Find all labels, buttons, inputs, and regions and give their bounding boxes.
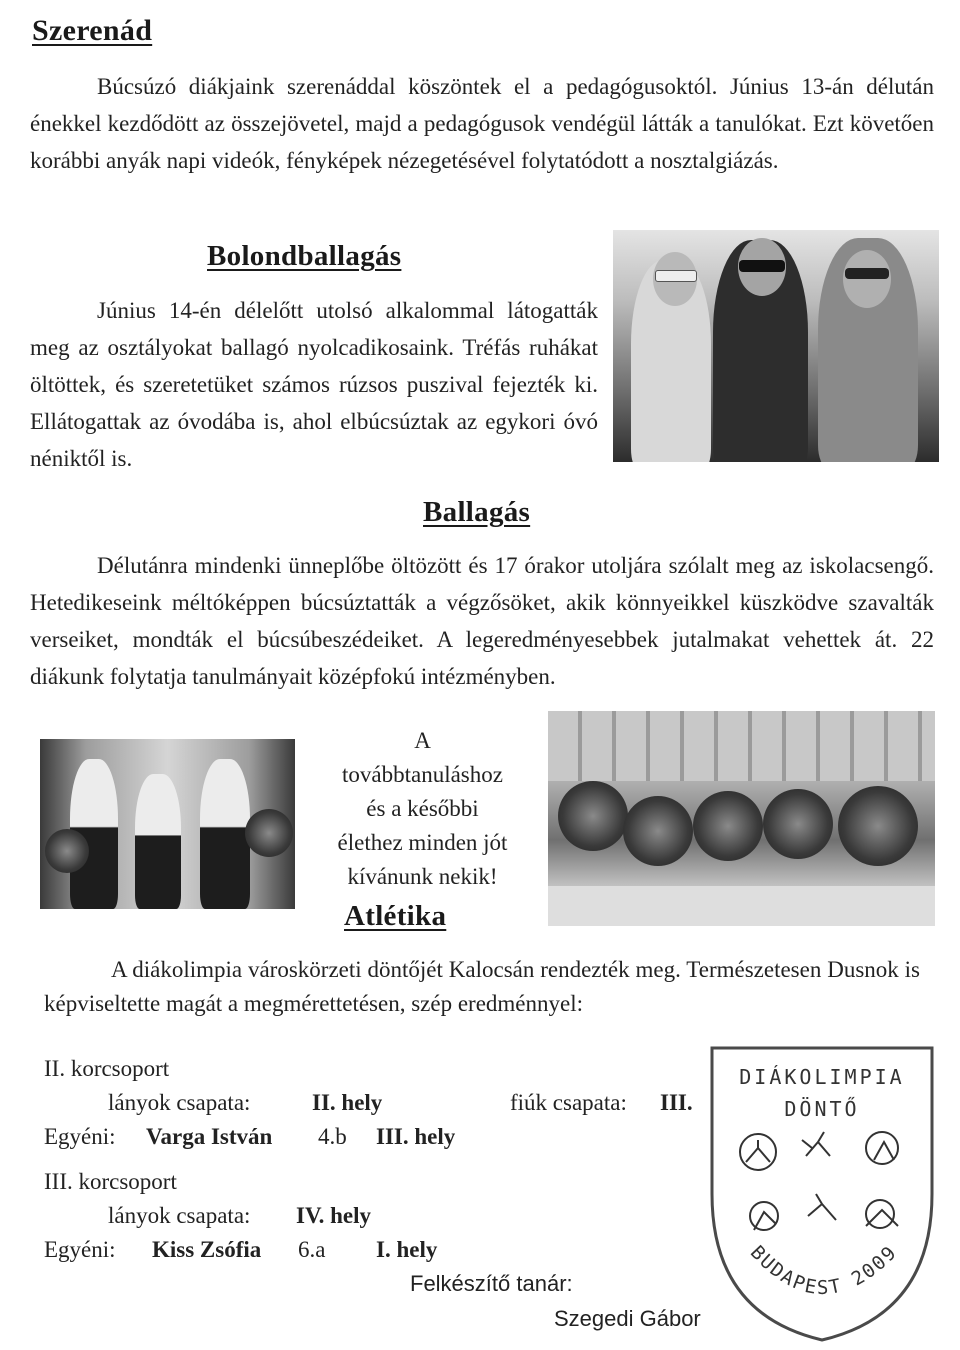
group3-girls-label: lányok csapata:: [108, 1203, 251, 1228]
ballagas-photo-left: [40, 739, 295, 909]
group2-individual-class: 4.b: [318, 1124, 347, 1149]
pavement: [548, 886, 935, 926]
group3-individual-class: 6.a: [298, 1237, 326, 1262]
atletika-text: A diákolimpia városkörzeti döntőjét Kalocsán rendezték meg. Természetesen Dusnok is képviseltette magát a megmérettetésen, szép eredménnyel:: [44, 957, 920, 1016]
group3-individual-label: Egyéni:: [44, 1237, 116, 1262]
group2-boys-label: fiúk csapata:: [510, 1090, 627, 1115]
wish-line: élethez minden jót: [337, 830, 508, 855]
logo-svg: [706, 1044, 938, 1345]
wish-line: és a későbbi: [366, 796, 479, 821]
flower-bouquet: [763, 789, 833, 859]
group3-girls-place: IV. hely: [296, 1203, 371, 1228]
group2-individual-label: Egyéni:: [44, 1124, 116, 1149]
bolondballagas-text: Június 14-én délelőtt utolsó alkalommal látogatták meg az osztályokat ballagó nyolcadikosaink. Tréfás ruhákat öltöttek, és szeretetüket számos rúzsos puszival fejezték ki. Ellátogattak az óvodába is, ahol elbúcsúztak az egykori óvó néniktől is.: [30, 298, 598, 471]
szerenad-title: Szerenád: [32, 14, 153, 47]
group3-individual-place: I. hely: [376, 1237, 438, 1262]
atletika-title: Atlétika: [344, 900, 447, 932]
teacher-name: Szegedi Gábor: [554, 1306, 701, 1331]
student-figure: [200, 759, 250, 909]
group2-girls-label: lányok csapata:: [108, 1090, 251, 1115]
logo-top-text: DIÁKOLIMPIA: [739, 1065, 905, 1089]
bolondballagas-photo: [613, 230, 939, 462]
ballagas-photo-right: [548, 711, 935, 926]
wish-line: továbbtanuláshoz: [342, 762, 503, 787]
group3-individual-name: Kiss Zsófia: [152, 1237, 262, 1262]
flower-bouquet: [838, 786, 918, 866]
wish-line: kívánunk nekik!: [347, 864, 498, 889]
group2-label: II. korcsoport: [44, 1056, 170, 1081]
wish-line: A: [414, 728, 431, 753]
logo-bottom-path: BUDAPEST 2009: [745, 1241, 902, 1300]
group2-individual-place: III. hely: [376, 1124, 456, 1149]
group2-girls-place: II. hely: [312, 1090, 383, 1115]
ballagas-text: Délutánra mindenki ünneplőbe öltözött és 17 órakor utoljára szólalt meg az iskolacsengő. Hetedikeseink méltóképpen búcsúztatták a végzősöket, akik könnyeikkel küszködve szavalták verseiket, mondták el búcsúbeszédeiket. A legeredményesebbek jutalmakat vehettek át. 22 diákunk folytatja tanulmányait középfokú intézményben.: [30, 553, 934, 689]
logo-sub-text: DÖNTŐ: [784, 1097, 860, 1121]
teacher-label: Felkészítő tanár:: [410, 1271, 573, 1296]
sunglasses: [845, 268, 889, 279]
group2-individual-name: Varga István: [146, 1124, 273, 1149]
bolondballagas-title: Bolondballagás: [207, 240, 402, 272]
flower-bouquet: [45, 829, 89, 873]
diakolimpia-logo: [706, 1044, 938, 1345]
szerenad-text: Búcsúzó diákjaink szerenáddal köszöntek el a pedagógusoktól. Június 13-án délután énekkel kezdődött az összejövetel, majd a pedagógusok vendégül látták a tanulókat. Ezt követően korábbi anyák napi videók, fényképek nézegetésével folytatódott a nosztalgiázás.: [30, 74, 934, 173]
flower-bouquet: [245, 809, 293, 857]
student-figure: [135, 774, 181, 909]
wish-text: [300, 724, 545, 894]
flower-bouquet: [558, 781, 628, 851]
face: [843, 250, 891, 308]
building-wall: [548, 711, 935, 781]
group2-boys-place: III.: [660, 1090, 693, 1115]
group3-label: III. korcsoport: [44, 1169, 177, 1194]
ballagas-title: Ballagás: [423, 496, 531, 528]
flower-bouquet: [693, 791, 763, 861]
flower-bouquet: [623, 796, 693, 866]
sunglasses: [655, 270, 697, 282]
sunglasses: [739, 260, 785, 272]
